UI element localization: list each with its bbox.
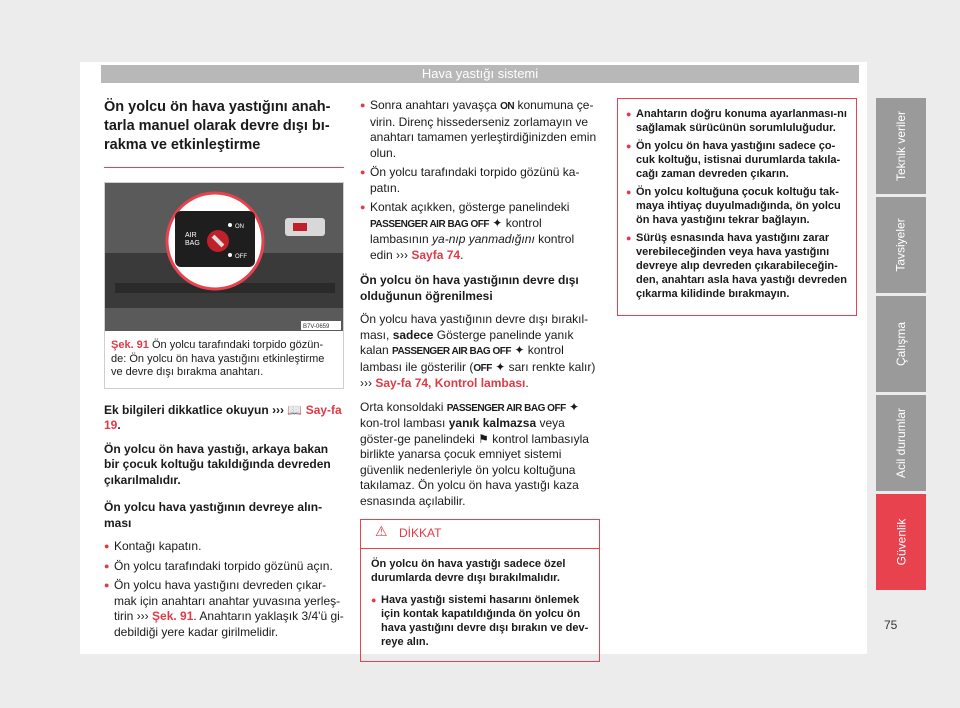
b1-post: konumuna çe-virin. Direnç hissederseniz zorlamayın ve anahtarı tamamen yerleştirdiğinizden emin olun. (370, 98, 597, 160)
ref-arrows: ››› (136, 609, 149, 623)
ref-arrows: ››› (360, 376, 372, 390)
airbag-symbol-icon: ✦ (495, 359, 506, 374)
page-header: Hava yastığı sistemi (101, 65, 859, 83)
warning-triangle-icon: ⚠ (375, 523, 388, 539)
p2-d: veya göster-ge panelindeki (360, 416, 565, 446)
p2-c: yanık kalmazsa (448, 416, 537, 430)
caption-ref: Şek. 91 (111, 339, 149, 351)
warning-header (361, 520, 599, 549)
ek-suffix: . (117, 418, 121, 432)
warning-lamp-ref-link[interactable]: Say-fa 74, Kontrol lambası (375, 376, 526, 390)
tab-acil-durumlar[interactable] (876, 395, 926, 491)
ek-prefix: Ek bilgileri dikkatlice okuyun (104, 402, 269, 417)
figure-caption (105, 331, 343, 388)
ek-ref-link[interactable]: Say-fa 19 (104, 402, 342, 432)
warning-bullet: ● Sürüş esnasında hava yastığını zarar verebileceğinden veya hava yastığını devreye alıp devreden çıkarabileceğin-den, anahtarı asla hava yastığı devreden çıkarma kilidinde bırakmayın. (626, 231, 848, 301)
bullet-item (360, 98, 600, 161)
p1-c: Gösterge panelinde yanık kalan (360, 327, 574, 357)
passenger-airbag-off-icon: PASSENGER AIR BAG OFF (392, 346, 511, 357)
air-label: AIR (185, 232, 197, 239)
warning-bullet: ● Hava yastığı sistemi hasarını önlemek için kontak kapatıldığında ön yolcu ön hava yastığını devre dışı bırakın ve dev-reye alın. (371, 593, 589, 649)
b3-mid: kontrol lambasının (370, 215, 542, 246)
bullet-item: ● Kontak açıkken, gösterge panelindeki PASSENGER AIR BAG OFF ✦ kontrol lambasının ya-nıp yanmadığını kontrol edin ››› Sayfa 74. (360, 200, 600, 263)
on-position-icon: ON (500, 101, 515, 112)
bullet3-text: Ön yolcu hava yastığını devreden çıkar-mak için anahtarı anahtar yuvasına yerleş-tirin (114, 578, 341, 623)
off-label: OFF (235, 254, 247, 260)
p1-a: Ön yolcu hava yastığının devre dışı bırakıl-ması, (360, 312, 589, 342)
warning-bullet: ● Ön yolcu koltuğuna çocuk koltuğu tak-maya ihtiyaç duyulmadığında, ön yolcu ön hava yastığını tekrar bağlayın. (626, 185, 848, 227)
column-2 (360, 98, 600, 662)
tab-label: Çalışma (893, 321, 908, 367)
figure-91 (104, 182, 344, 389)
p2-a: Orta konsoldaki (360, 399, 444, 414)
glovebox-illustration (105, 183, 343, 331)
caption-text: Ön yolcu tarafındaki torpido gözün-de: Ön yolcu ön hava yastığını etkinleştirme ve devre dışı bırakma anahtarı. (111, 339, 325, 378)
warning-body (361, 549, 599, 661)
page-number: 75 (884, 618, 898, 632)
airbag-symbol-icon: ✦ (514, 343, 525, 357)
p2-e: kontrol lambasıyla birlikte yanarsa çocuk emniyet sistemi güvenlik nedenleriyle ön yolcu koltuğuna takılamaz. Ön yolcu ön hava yastığı kaza esnasında açılabilir. (360, 431, 589, 508)
warning-line: Ön yolcu ön hava yastığı sadece özel durumlarda devre dışı bırakılmalıdır. (371, 557, 566, 584)
airbag-symbol-icon: ✦ (492, 215, 503, 230)
warning-continued-box (617, 98, 857, 316)
ref-arrows: ››› (396, 247, 409, 262)
ref-arrows: ››› (272, 402, 285, 417)
section-heading: Ön yolcu ön hava yastığını anah-tarla manuel olarak devre dışı bı-rakma ve etkinleştirme (104, 99, 331, 153)
column-3 (617, 98, 857, 316)
subhead-deactivated: Ön yolcu ön hava yastığının devre dışı olduğunun öğrenilmesi (360, 273, 579, 303)
passenger-airbag-off-icon: PASSENGER AIR BAG OFF (446, 402, 566, 414)
passenger-airbag-off-icon: PASSENGER AIR BAG OFF (370, 218, 489, 230)
tab-teknik-veriler[interactable] (876, 98, 926, 194)
warning-box (360, 519, 600, 662)
chapter-tabs (876, 98, 926, 593)
book-icon: 📖 (287, 402, 303, 417)
warning-bullet: ● Ön yolcu ön hava yastığını sadece ço-cuk koltuğu, istisnai durumlarda takıla-cağı zaman devreden çıkarın. (626, 139, 848, 181)
tab-tavsiyeler[interactable] (876, 197, 926, 293)
tab-guvenlik[interactable] (876, 494, 926, 590)
fig-ref-link[interactable]: Şek. 91 (152, 609, 194, 623)
bag-label: BAG (185, 240, 200, 247)
airbag-symbol-icon: ✦ (569, 399, 580, 414)
page-ref-link[interactable]: Sayfa 74 (411, 247, 461, 262)
column-1 (104, 98, 344, 644)
bullet-item (104, 578, 344, 640)
tab-label: Güvenlik (894, 518, 908, 566)
p2-b: kon-trol lambası (360, 416, 446, 430)
paragraph-2 (360, 400, 600, 510)
bullet3-tail: . Anahtarın yaklaşık 3/4'ü gi-debildiği yere kadar girilmelidir. (114, 609, 344, 639)
glovebox-photo (105, 183, 343, 331)
subhead-activation: Ön yolcu hava yastığının devreye alın-ması (104, 500, 323, 530)
on-label: ON (235, 224, 244, 230)
bullet-item: ● Ön yolcu tarafındaki torpido gözünü ka-patın. (360, 165, 600, 196)
tab-label: Teknik veriler (894, 110, 908, 182)
heading-rule (104, 167, 344, 168)
b1-pre: Sonra anahtarı yavaşça (370, 98, 497, 112)
b3-pre: Kontak açıkken, gösterge panelindeki (370, 200, 570, 214)
warning-bullet: ● Anahtarın doğru konuma ayarlanması-nı sağlamak sürücünün sorumluluğudur. (626, 107, 848, 135)
warning-title: DİKKAT (399, 526, 442, 540)
bullet-item: ● Kontağı kapatın. (104, 539, 344, 555)
subhead-rear-facing: Ön yolcu ön hava yastığı, arkaya bakan bir çocuk koltuğu takıldığında devreden çıkarılmalıdır. (104, 441, 331, 487)
figure-code: B7V-0659 (303, 324, 330, 330)
p1-b: sadece (392, 327, 434, 342)
ek-bilgiler (104, 403, 344, 434)
tab-label: Tavsiyeler (894, 218, 909, 272)
paragraph-1: Ön yolcu hava yastığının devre dışı bırakıl-ması, sadece Gösterge panelinde yanık kalan PASSENGER AIR BAG OFF ✦ kontrol lambası ile gösterilir (OFF ✦ sarı renkte kalır) ››› Say-fa 74, Kontrol lambası. (360, 312, 596, 390)
tab-calisma[interactable] (876, 296, 926, 392)
p1-d: kontrol lambası ile gösterilir ( (360, 343, 564, 374)
p1-e: sarı renkte kalır) (508, 359, 596, 374)
b3-post: kontrol edin (370, 232, 575, 262)
b3-italic: ya-nıp yanmadığını (432, 232, 535, 246)
tab-label: Acil durumlar (894, 407, 908, 479)
off-icon: OFF (473, 362, 492, 374)
seatbelt-warning-icon: ⚑ (478, 431, 489, 446)
bullet-item: ● Ön yolcu tarafındaki torpido gözünü açın. (104, 559, 344, 575)
